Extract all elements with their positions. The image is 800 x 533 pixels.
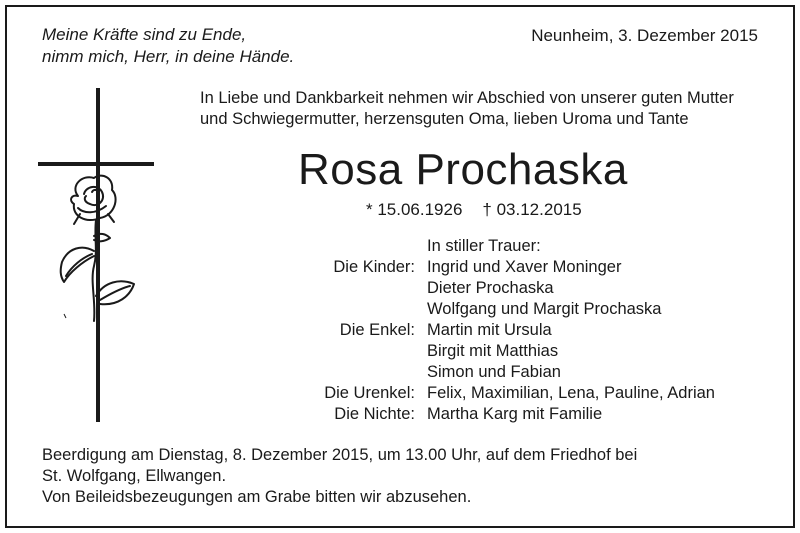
mourner-role: Die Nichte: [334, 405, 415, 423]
mourners-list [320, 236, 715, 425]
funeral-info [42, 445, 637, 508]
life-dates [366, 200, 602, 220]
mourner-row [320, 278, 715, 299]
quote-line-1: Meine Kräfte sind zu Ende, [42, 25, 247, 44]
mourner-name: Dieter Prochaska [427, 279, 554, 297]
mourner-name: Martin mit Ursula [427, 321, 552, 339]
mourner-role: Die Enkel: [339, 321, 415, 339]
birth-date: * 15.06.1926 [366, 200, 463, 219]
mourner-name: Martha Karg mit Familie [427, 405, 603, 423]
quote-line-2: nimm mich, Herr, in deine Hände. [42, 47, 295, 66]
mourner-name: Wolfgang und Margit Prochaska [427, 300, 662, 318]
mourner-name: Birgit mit Matthias [427, 342, 559, 360]
mourner-role [320, 362, 427, 383]
mourners-header: In stiller Trauer: [427, 237, 541, 255]
mourner-name: Felix, Maximilian, Lena, Pauline, Adrian [427, 384, 715, 402]
intro-text: In Liebe und Dankbarkeit nehmen wir Abschied von unserer guten Mutter und Schwiegermutter, herzensguten Oma, lieben Uroma und Tante [200, 89, 734, 128]
mourner-row [320, 404, 715, 425]
cross-with-rose-icon [38, 86, 163, 426]
memorial-quote [42, 24, 294, 68]
mourner-role: Die Kinder: [333, 258, 415, 276]
funeral-line-1: Beerdigung am Dienstag, 8. Dezember 2015, um 13.00 Uhr, auf dem Friedhof bei [42, 446, 638, 464]
mourner-row [320, 383, 715, 404]
mourner-name: Ingrid und Xaver Moninger [427, 258, 622, 276]
mourner-row [320, 299, 715, 320]
mourner-row [320, 320, 715, 341]
mourner-role [320, 341, 427, 362]
mourner-role: Die Urenkel: [324, 384, 415, 402]
mourner-row [320, 341, 715, 362]
mourner-row [320, 362, 715, 383]
funeral-line-3: Von Beileidsbezeugungen am Grabe bitten wir abzusehen. [42, 488, 472, 506]
mourner-row [320, 257, 715, 278]
death-date: † 03.12.2015 [482, 200, 582, 219]
mourner-role [320, 299, 427, 320]
mourner-name: Simon und Fabian [427, 363, 561, 381]
funeral-line-2: St. Wolfgang, Ellwangen. [42, 467, 227, 485]
place-date: Neunheim, 3. Dezember 2015 [531, 26, 758, 45]
mourner-role [320, 278, 427, 299]
deceased-name: Rosa Prochaska [298, 145, 628, 194]
